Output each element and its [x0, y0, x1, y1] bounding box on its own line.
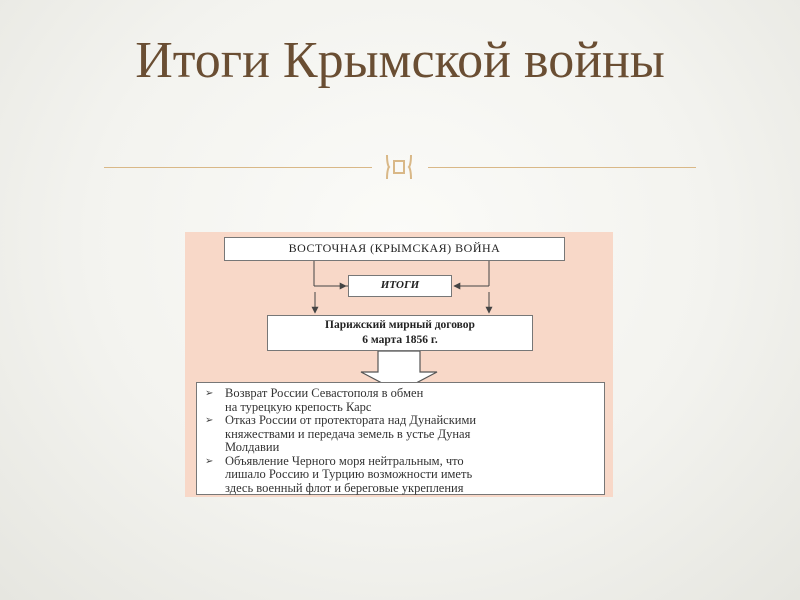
- ornament-icon: [381, 151, 417, 183]
- outcome-item-black-sea: [205, 455, 600, 496]
- outcomes-list: [197, 383, 604, 495]
- treaty-date: 6 марта 1856 г.: [362, 334, 438, 346]
- arrow-bullet-icon: ➢: [205, 415, 214, 426]
- outcome-item-sevastopol: [205, 387, 600, 414]
- arrow-bullet-icon: ➢: [205, 455, 214, 467]
- treaty-name: Парижский мирный договор: [325, 319, 475, 331]
- outcome-text: Отказ России от протектората над Дунайскими княжествами и передача земель в устье Дуная Молдавии: [225, 413, 477, 454]
- treaty-box: [267, 315, 533, 351]
- arrow-bullet-icon: ➢: [205, 388, 214, 399]
- divider-line-left: [104, 167, 372, 168]
- outcomes-box: [196, 382, 605, 495]
- slide-title: Итоги Крымской войны: [135, 32, 665, 89]
- results-diagram: [185, 232, 613, 497]
- outcome-item-danube: [205, 414, 600, 455]
- war-box: ВОСТОЧНАЯ (КРЫМСКАЯ) ВОЙНА: [224, 237, 565, 261]
- outcome-text: Объявление Черного моря нейтральным, что лишало Россию и Турцию возможности иметь здесь военный флот и береговые укрепления: [225, 453, 473, 495]
- results-box: ИТОГИ: [348, 275, 452, 297]
- outcome-text: Возврат России Севастополя в обмен на турецкую крепость Карс: [225, 386, 424, 414]
- divider-line-right: [428, 167, 696, 168]
